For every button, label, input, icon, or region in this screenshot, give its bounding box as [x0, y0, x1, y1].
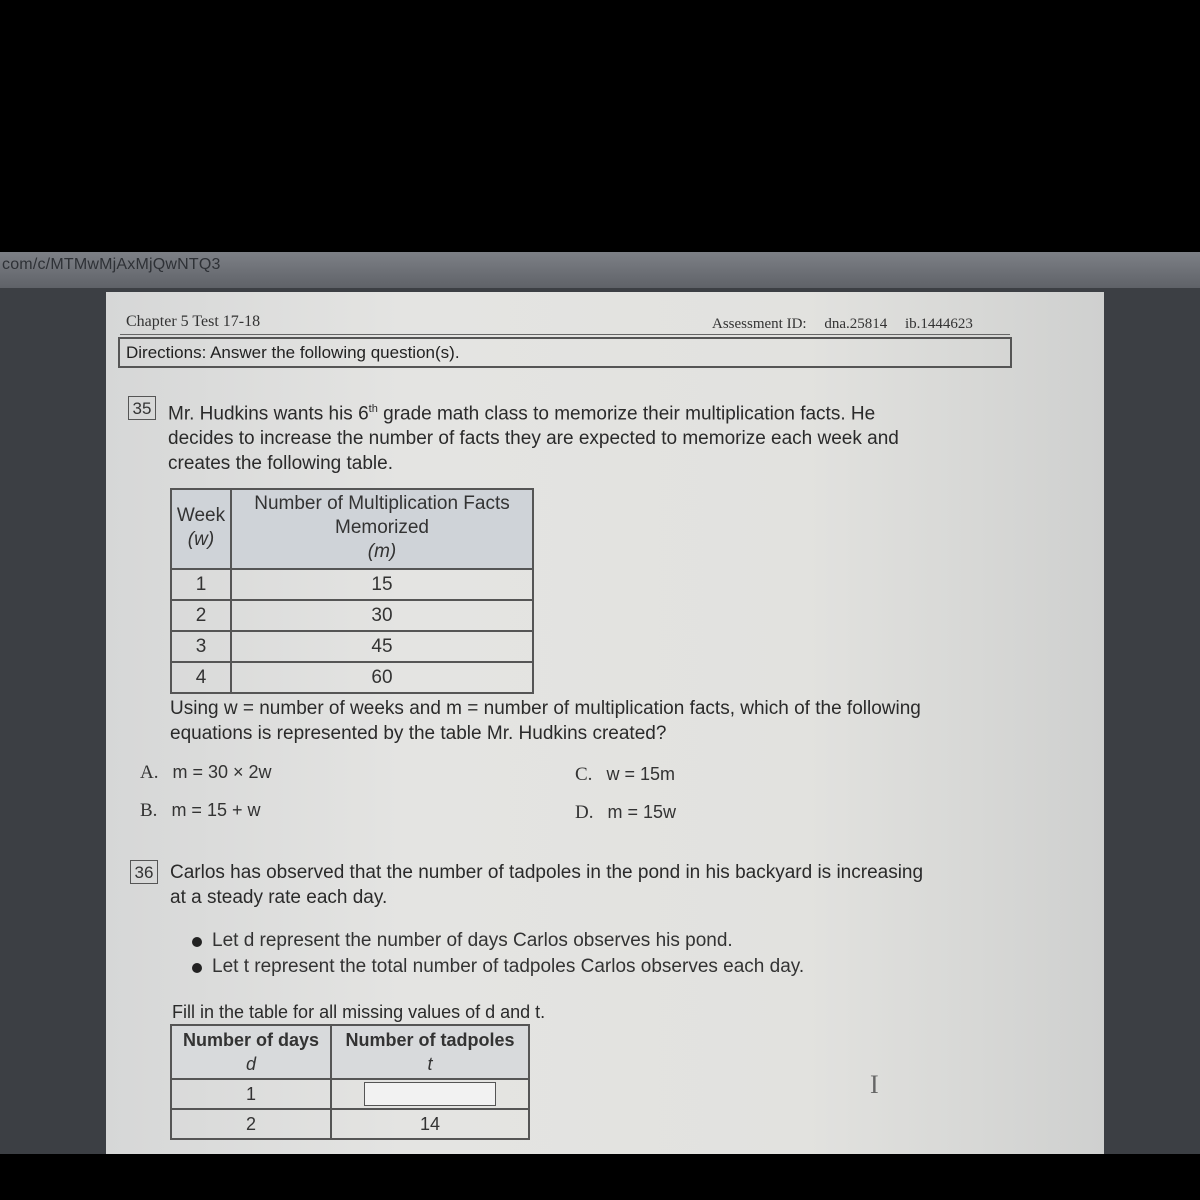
tadpoles-table: [170, 1024, 530, 1140]
bullet-item: Let t represent the total number of tadpoles Carlos observes each day.: [190, 954, 804, 980]
question-number-36: 36: [130, 860, 158, 884]
chapter-title: Chapter 5 Test 17-18: [126, 313, 261, 330]
screen-bezel: [0, 1154, 1200, 1200]
assessment-ib: ib.1444623: [905, 316, 973, 332]
multiplication-facts-table: [170, 488, 534, 694]
table-row: 1: [171, 1079, 529, 1109]
tadpoles-day1-input[interactable]: [364, 1082, 496, 1106]
choice-b[interactable]: B. m = 15 + w: [140, 800, 261, 821]
table-header-week: Week (w): [171, 489, 231, 569]
assessment-label: Assessment ID:: [712, 316, 807, 332]
url-text: com/c/MTMwMjAxMjQwNTQ3: [2, 256, 221, 273]
question-36-text: Carlos has observed that the number of tadpoles in the pond in his backyard is increasing at a steady rate each day.: [170, 862, 924, 908]
bullet-item: Let d represent the number of days Carlos observes his pond.: [190, 928, 804, 954]
directions-box: Directions: Answer the following question(s).: [118, 337, 1012, 368]
table-header-tadpoles: Number of tadpoles t: [331, 1025, 529, 1079]
choice-c[interactable]: C. w = 15m: [575, 764, 675, 785]
choice-d[interactable]: D. m = 15w: [575, 802, 677, 823]
table-row: 4 60: [171, 662, 533, 693]
question-number-35: 35: [128, 396, 156, 420]
assessment-id: [712, 316, 987, 333]
text-cursor-icon: I: [870, 1070, 879, 1099]
question-35-prompt: Using w = number of weeks and m = number of multiplication facts, which of the following equations is represented by the table Mr. Hudkins created?: [170, 698, 921, 744]
question-36-instruction: Fill in the table for all missing values of d and t.: [172, 1002, 546, 1022]
table-row: 2 14: [171, 1109, 529, 1139]
table-row: 3 45: [171, 631, 533, 662]
assessment-dna: dna.25814: [824, 316, 888, 332]
question-36-bullets: [190, 928, 804, 980]
browser-address-bar[interactable]: [0, 252, 1200, 288]
table-header-days: Number of days d: [171, 1025, 331, 1079]
table-header-facts: Number of Multiplication Facts Memorized (m): [231, 489, 533, 569]
table-row: 1 15: [171, 569, 533, 600]
table-row: 2 30: [171, 600, 533, 631]
question-35-text: Mr. Hudkins wants his 6th grade math class to memorize their multiplication facts. He decides to increase the number of facts they are expected to memorize each week and creates the following table.: [168, 403, 899, 475]
header-divider: [120, 334, 1010, 335]
choice-a[interactable]: A. m = 30 × 2w: [140, 762, 272, 783]
